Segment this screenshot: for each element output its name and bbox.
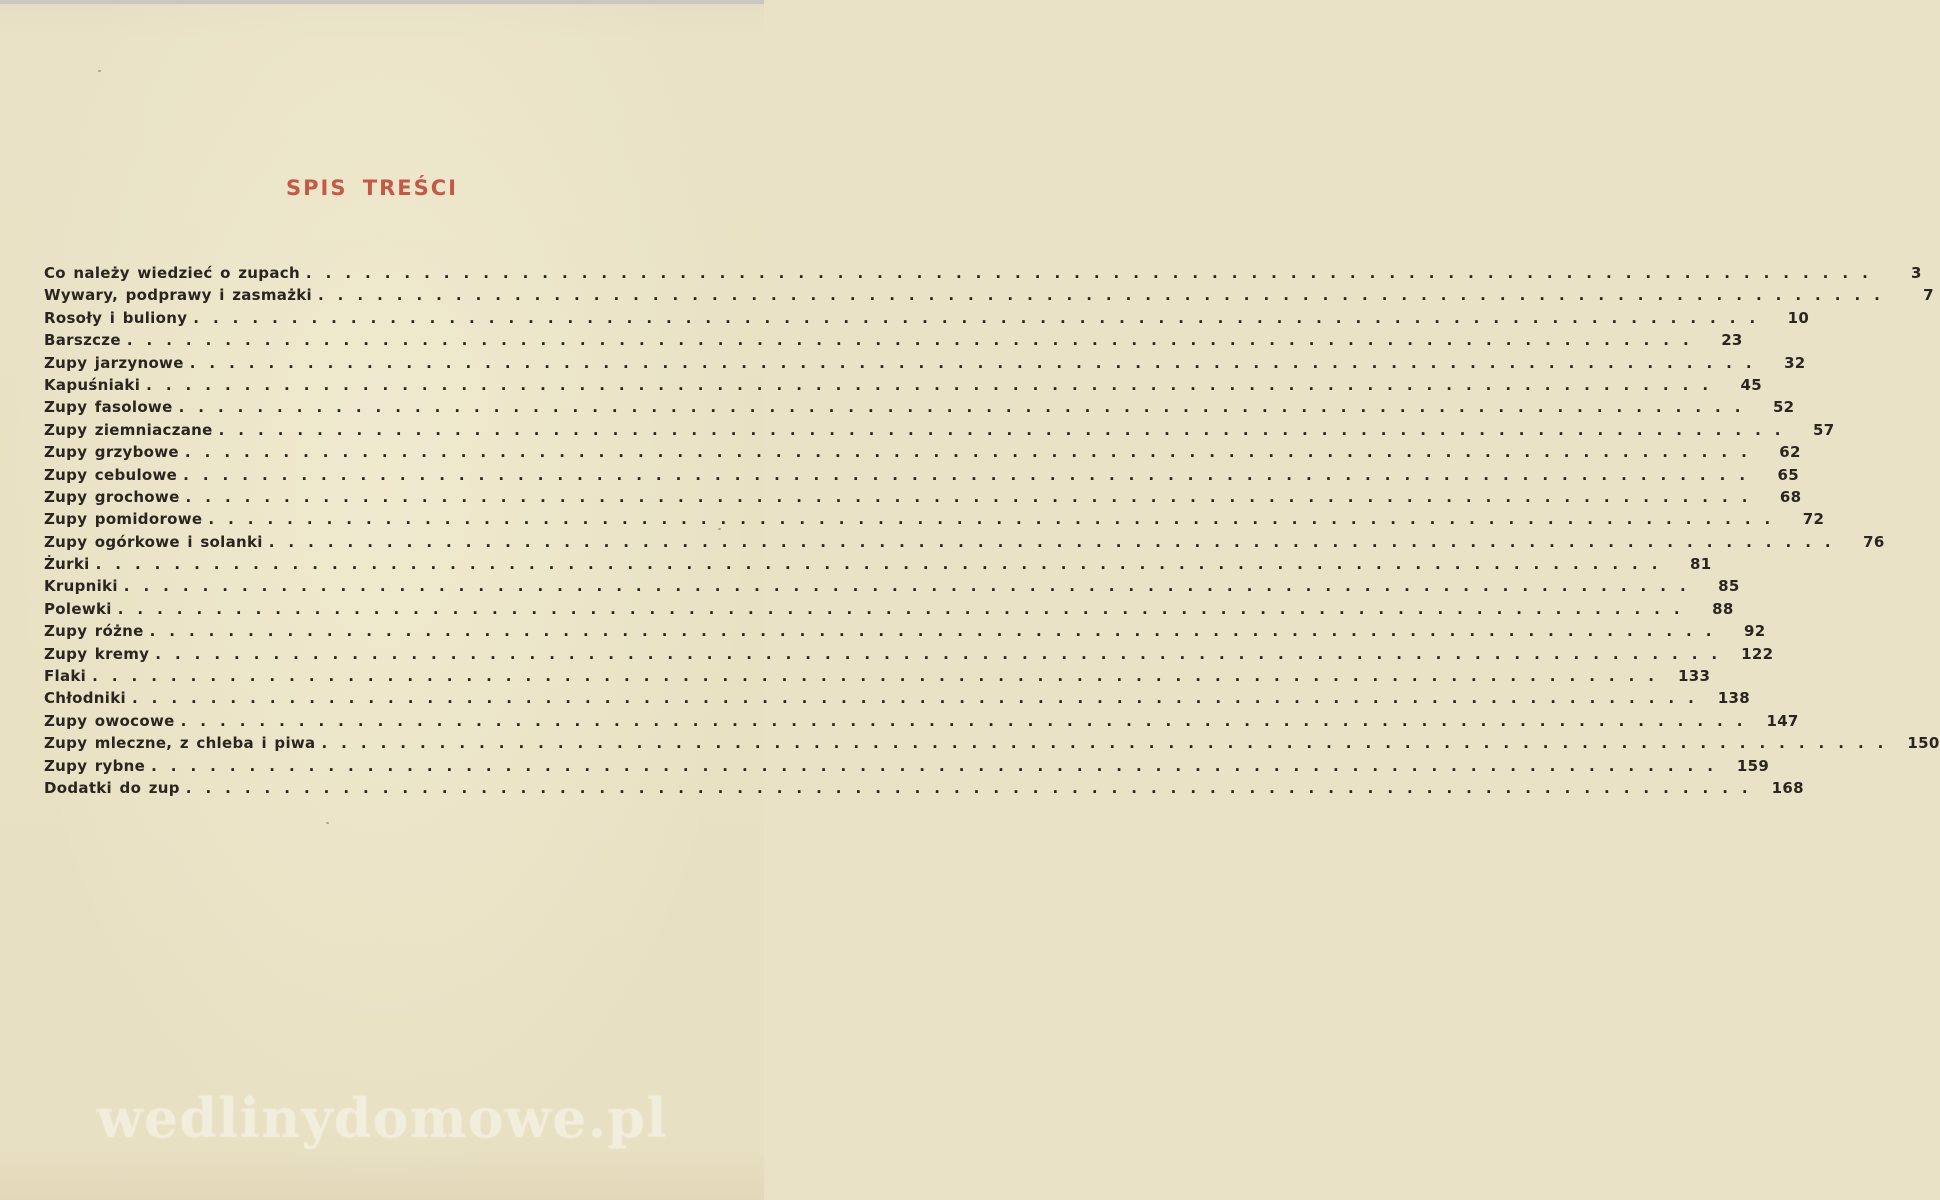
toc-entry	[44, 687, 1751, 709]
toc-entry-title: Żurki	[44, 555, 90, 574]
table-of-contents	[44, 262, 1940, 799]
dot-leader: ................................................................................	[185, 487, 1762, 506]
dot-leader: ................................................................................	[146, 375, 1723, 394]
toc-entry-title: Chłodniki	[44, 689, 126, 708]
dot-leader: ................................................................................	[183, 465, 1760, 484]
toc-entry	[44, 352, 1806, 374]
dot-leader: ................................................................................	[317, 286, 1894, 305]
dot-leader: ................................................................................	[92, 667, 1668, 686]
toc-entry	[44, 710, 1799, 732]
dot-leader: ................................................................................	[151, 756, 1727, 775]
toc-entry	[44, 755, 1770, 777]
page-top-edge	[0, 0, 764, 4]
toc-entry-page-number: 23	[1721, 331, 1743, 350]
toc-entry	[44, 665, 1711, 687]
toc-entry-page-number: 88	[1712, 599, 1734, 618]
dot-leader: ................................................................................	[184, 443, 1761, 462]
dot-leader: ................................................................................	[218, 420, 1795, 439]
toc-entry-title: Zupy fasolowe	[44, 398, 173, 417]
toc-entry	[44, 643, 1774, 665]
toc-entry-page-number: 45	[1740, 375, 1763, 394]
dot-leader: ................................................................................	[208, 510, 1785, 529]
toc-entry	[44, 307, 1810, 329]
toc-entry	[44, 553, 1712, 575]
paper-speck	[718, 528, 721, 530]
toc-entry-title: Zupy grzybowe	[44, 443, 179, 462]
toc-entry-page-number: 65	[1777, 465, 1800, 484]
dot-leader: ................................................................................	[268, 532, 1845, 551]
toc-entry	[44, 374, 1763, 396]
watermark: wedlinydomowe.pl	[96, 1086, 668, 1150]
toc-entry	[44, 396, 1795, 418]
toc-entry-title: Zupy różne	[44, 622, 144, 641]
toc-entry-page-number: 52	[1772, 398, 1795, 417]
toc-entry-title: Zupy jarzynowe	[44, 353, 184, 372]
toc-entry	[44, 284, 1934, 306]
toc-entry	[44, 777, 1804, 799]
toc-entry	[44, 262, 1922, 284]
toc-entry-title: Kapuśniaki	[44, 375, 141, 394]
toc-entry-title: Zupy ogórkowe i solanki	[44, 532, 263, 551]
toc-entry-title: Wywary, podprawy i zasmażki	[44, 286, 312, 305]
toc-entry-title: Zupy cebulowe	[44, 465, 178, 484]
dot-leader: ................................................................................	[117, 599, 1694, 618]
toc-entry-title: Zupy ziemniaczane	[44, 420, 213, 439]
toc-entry-title: Barszcze	[44, 331, 121, 350]
toc-entry-title: Krupniki	[44, 577, 118, 596]
dot-leader: ................................................................................	[305, 264, 1882, 282]
dot-leader: ................................................................................	[149, 622, 1726, 641]
toc-entry	[44, 598, 1734, 620]
toc-entry-page-number: 133	[1678, 667, 1711, 686]
toc-entry-page-number: 122	[1741, 644, 1774, 663]
toc-entry-title: Zupy kremy	[44, 644, 150, 663]
toc-entry-page-number: 72	[1802, 510, 1825, 529]
toc-entry-page-number: 81	[1689, 555, 1712, 574]
toc-entry-page-number: 150	[1907, 734, 1940, 753]
toc-entry	[44, 419, 1835, 441]
toc-entry-page-number: 85	[1718, 577, 1740, 596]
dot-leader: ................................................................................	[126, 331, 1703, 350]
toc-entry-page-number: 57	[1812, 420, 1835, 439]
toc-entry-page-number: 92	[1743, 622, 1766, 641]
paper-speck	[98, 70, 101, 72]
toc-entry-title: Zupy mleczne, z chleba i piwa	[44, 734, 316, 753]
toc-entry-title: Zupy pomidorowe	[44, 510, 203, 529]
toc-entry-page-number: 168	[1771, 778, 1804, 797]
toc-entry-page-number: 138	[1717, 689, 1751, 708]
toc-entry-page-number: 147	[1766, 711, 1799, 730]
toc-entry	[44, 329, 1743, 351]
toc-entry-page-number: 76	[1863, 532, 1885, 551]
toc-entry	[44, 732, 1940, 754]
dot-leader: ................................................................................	[123, 577, 1700, 596]
dot-leader: ................................................................................	[155, 644, 1732, 663]
toc-entry	[44, 575, 1740, 597]
toc-entry-title: Rosoły i buliony	[44, 308, 188, 327]
toc-entry-title: Zupy rybne	[44, 756, 146, 775]
toc-entry-page-number: 68	[1779, 487, 1802, 506]
toc-entry-title: Dodatki do zup	[44, 778, 180, 797]
toc-entry	[44, 620, 1766, 642]
paper-speck	[326, 822, 329, 824]
dot-leader: ................................................................................	[180, 711, 1757, 730]
toc-entry-page-number: 7	[1923, 286, 1934, 305]
toc-entry-page-number: 159	[1736, 756, 1770, 775]
dot-leader: ................................................................................	[189, 353, 1766, 372]
dot-leader: ................................................................................	[95, 555, 1672, 574]
toc-entry	[44, 508, 1825, 530]
toc-entry	[44, 486, 1802, 508]
toc-entry-title: Flaki	[44, 667, 87, 686]
toc-entry-page-number: 3	[1911, 264, 1922, 282]
toc-entry	[44, 531, 1885, 553]
toc-entry-page-number: 32	[1784, 353, 1806, 372]
dot-leader: ................................................................................	[185, 778, 1762, 797]
toc-entry-title: Co należy wiedzieć o zupach	[44, 264, 300, 282]
dot-leader: ................................................................................	[131, 689, 1708, 708]
toc-entry-title: Zupy grochowe	[44, 487, 180, 506]
toc-entry-page-number: 62	[1779, 443, 1801, 462]
toc-entry-page-number: 10	[1787, 308, 1810, 327]
toc-entry-title: Polewki	[44, 599, 112, 618]
dot-leader: ................................................................................	[321, 734, 1898, 753]
page-title: SPIS TREŚCI	[286, 176, 458, 200]
toc-entry	[44, 464, 1800, 486]
toc-entry-title: Zupy owocowe	[44, 711, 175, 730]
dot-leader: ................................................................................	[193, 308, 1770, 327]
toc-entry	[44, 441, 1801, 463]
dot-leader: ................................................................................	[178, 398, 1755, 417]
